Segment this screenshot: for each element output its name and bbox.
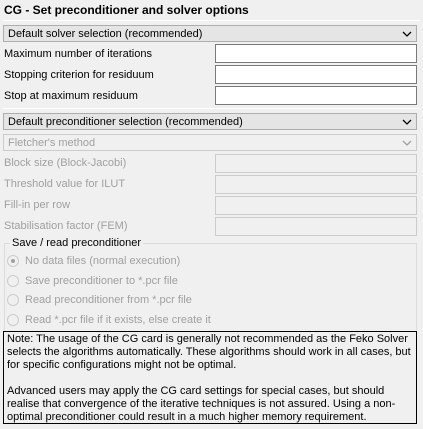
radio-read-pcr-label: Read preconditioner from *.pcr file — [25, 294, 192, 306]
chevron-down-icon — [402, 30, 412, 38]
save-read-group-title: Save / read preconditioner — [12, 237, 142, 249]
method-selection-value: Fletcher's method — [8, 137, 96, 149]
radio-save-pcr[interactable] — [7, 275, 19, 287]
note-box — [3, 331, 417, 424]
method-selection-dropdown[interactable] — [3, 134, 417, 151]
page-title: CG - Set preconditioner and solver options — [4, 3, 249, 17]
ilut-threshold-input[interactable] — [215, 175, 417, 194]
chevron-down-icon — [402, 139, 412, 147]
stop-max-residuum-label: Stop at maximum residuum — [4, 90, 138, 102]
radio-read-pcr[interactable] — [7, 294, 19, 306]
fill-in-label: Fill-in per row — [4, 199, 71, 211]
solver-selection-dropdown[interactable] — [3, 25, 417, 42]
radio-save-pcr-label: Save preconditioner to *.pcr file — [25, 275, 178, 287]
stopping-criterion-input[interactable] — [215, 65, 417, 84]
note-paragraph-2: Advanced users may apply the CG card settings for special cases, but should realise that convergence of the iterative techniques is not assured. Using a non-optimal preconditioner could result in a much higher memory requirement. — [7, 385, 396, 423]
title-separator — [3, 20, 420, 21]
max-iterations-label: Maximum number of iterations — [4, 48, 152, 60]
radio-read-or-create-pcr-label: Read *.pcr file if it exists, else create it — [25, 314, 211, 326]
section-separator — [3, 108, 420, 109]
radio-selected-dot — [11, 259, 15, 263]
radio-read-or-create-pcr[interactable] — [7, 314, 19, 326]
radio-no-data-files[interactable] — [7, 255, 19, 267]
ilut-threshold-label: Threshold value for ILUT — [4, 178, 126, 190]
stabilisation-factor-input[interactable] — [215, 217, 417, 236]
preconditioner-selection-value: Default preconditioner selection (recommended) — [8, 116, 243, 128]
stop-max-residuum-input[interactable] — [215, 86, 417, 105]
stabilisation-factor-label: Stabilisation factor (FEM) — [4, 220, 128, 232]
solver-selection-value: Default solver selection (recommended) — [8, 28, 203, 40]
max-iterations-input[interactable] — [215, 44, 417, 63]
preconditioner-selection-dropdown[interactable] — [3, 113, 417, 130]
chevron-down-icon — [402, 118, 412, 126]
block-size-label: Block size (Block-Jacobi) — [4, 157, 127, 169]
note-paragraph-1: Note: The usage of the CG card is generally not recommended as the Feko Solver selects the algorithms automatically. These algorithms should work in all cases, but for specific configurations might not be optimal. — [7, 333, 411, 371]
fill-in-input[interactable] — [215, 196, 417, 215]
radio-no-data-files-label: No data files (normal execution) — [25, 255, 181, 267]
block-size-input[interactable] — [215, 154, 417, 173]
stopping-criterion-label: Stopping criterion for residuum — [4, 69, 154, 81]
